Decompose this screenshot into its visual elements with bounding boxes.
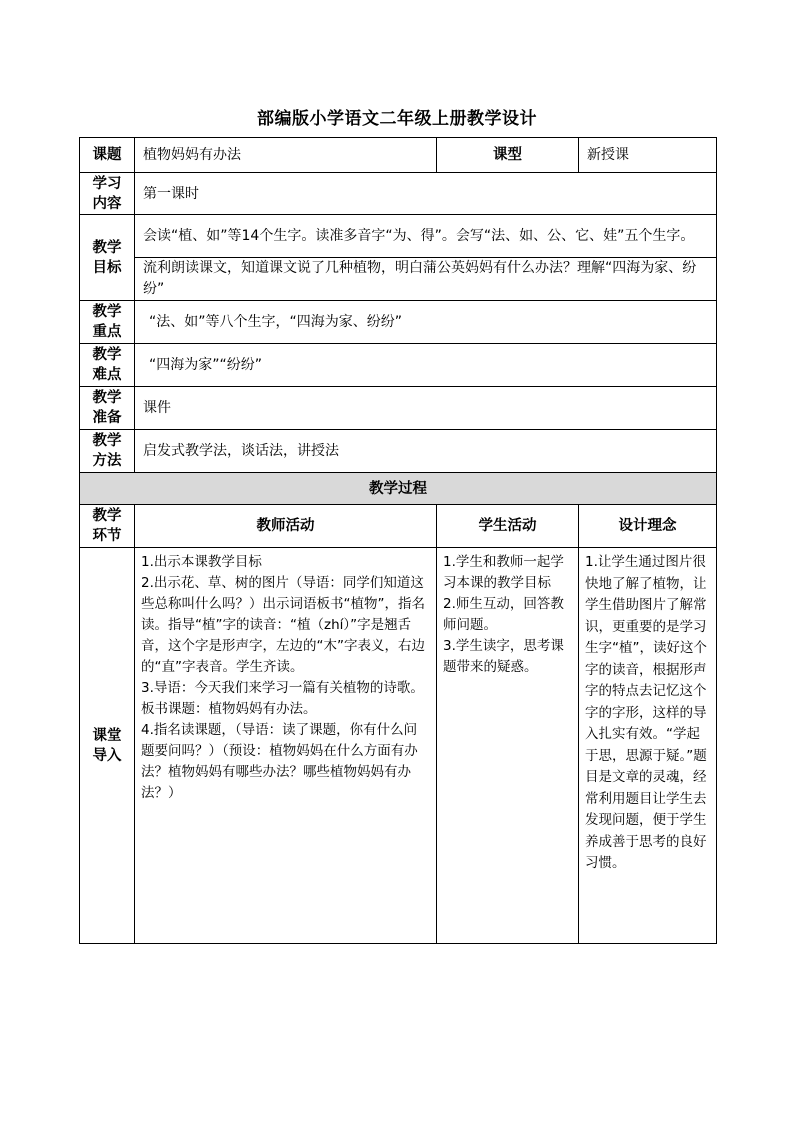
- objective-row-1: [80, 215, 717, 258]
- student-line: 3.学生读字，思考课题带来的疑惑。: [443, 638, 564, 675]
- key-points-row: [80, 301, 717, 344]
- key-points-value: “法、如”等八个生字，“四海为家、纷纷”: [135, 301, 717, 344]
- topic-label: 课题: [80, 138, 135, 173]
- col-student-header: 学生活动: [437, 505, 579, 548]
- type-value: 新授课: [579, 138, 717, 173]
- prep-row: [80, 387, 717, 430]
- student-line: 1.学生和教师一起学习本课的教学目标: [443, 554, 564, 591]
- lesson-plan-table: [79, 137, 717, 944]
- stage-name: 课堂导入: [80, 548, 135, 944]
- col-teacher-header: 教师活动: [135, 505, 437, 548]
- process-band-row: [80, 473, 717, 505]
- topic-row: [80, 138, 717, 173]
- difficulties-row: [80, 344, 717, 387]
- student-line: 2.师生互动，回答教师问题。: [443, 596, 564, 633]
- objective-2: 流利朗读课文，知道课文说了几种植物，明白蒲公英妈妈有什么办法？理解“四海为家、纷纷”: [135, 258, 717, 301]
- page-title: 部编版小学语文二年级上册教学设计: [257, 109, 537, 129]
- process-header-row: [80, 505, 717, 548]
- topic-value: 植物妈妈有办法: [135, 138, 437, 173]
- method-value: 启发式教学法，谈话法，讲授法: [135, 430, 717, 473]
- teacher-activity-cell: [135, 548, 437, 944]
- process-band-title: 教学过程: [80, 473, 717, 505]
- teacher-line: 1.出示本课教学目标: [141, 554, 262, 570]
- difficulties-label: 教学难点: [80, 344, 135, 387]
- student-activity-cell: [437, 548, 579, 944]
- type-label: 课型: [437, 138, 579, 173]
- objective-row-2: [80, 258, 717, 301]
- content-row: [80, 173, 717, 215]
- method-label: 教学方法: [80, 430, 135, 473]
- teacher-line: 4.指名读课题，（导语：读了课题，你有什么问题要问吗？）（预设：植物妈妈在什么方面有办法？植物妈妈有哪些办法？哪些植物妈妈有办法？）: [141, 722, 418, 801]
- method-row: [80, 430, 717, 473]
- col-rationale-header: 设计理念: [579, 505, 717, 548]
- intro-stage-row: [80, 548, 717, 944]
- teacher-line: 3.导语：今天我们来学习一篇有关植物的诗歌。板书课题：植物妈妈有办法。: [141, 680, 424, 717]
- objective-1: 会读“植、如”等14个生字。读准多音字“为、得”。会写“法、如、公、它、娃”五个生字。: [135, 215, 717, 258]
- key-points-label: 教学重点: [80, 301, 135, 344]
- teacher-line: 2.出示花、草、树的图片（导语：同学们知道这些总称叫什么吗？）出示词语板书“植物”，指名读。指导“植”字的读音：“植（zhí）”字是翘舌音，这个字是形声字，左边的“木”字表义，右边的“直”字表音。学生齐读。: [141, 575, 425, 675]
- content-label: 学习内容: [80, 173, 135, 215]
- objectives-label: 教学目标: [80, 215, 135, 301]
- col-stage-header: 教学环节: [80, 505, 135, 548]
- content-value: 第一课时: [135, 173, 717, 215]
- prep-label: 教学准备: [80, 387, 135, 430]
- rationale-cell: [579, 548, 717, 944]
- rationale-text: 1.让学生通过图片很快地了解了植物，让学生借助图片了解常识，更重要的是学习生字“植”，读好这个字的读音，根据形声字的特点去记忆这个字的字形，这样的导入扎实有效。“学起于思，思源于疑。”题目是文章的灵魂，经常利用题目让学生去发现问题，便于学生养成善于思考的良好习惯。: [585, 554, 707, 871]
- prep-value: 课件: [135, 387, 717, 430]
- difficulties-value: “四海为家”“纷纷”: [135, 344, 717, 387]
